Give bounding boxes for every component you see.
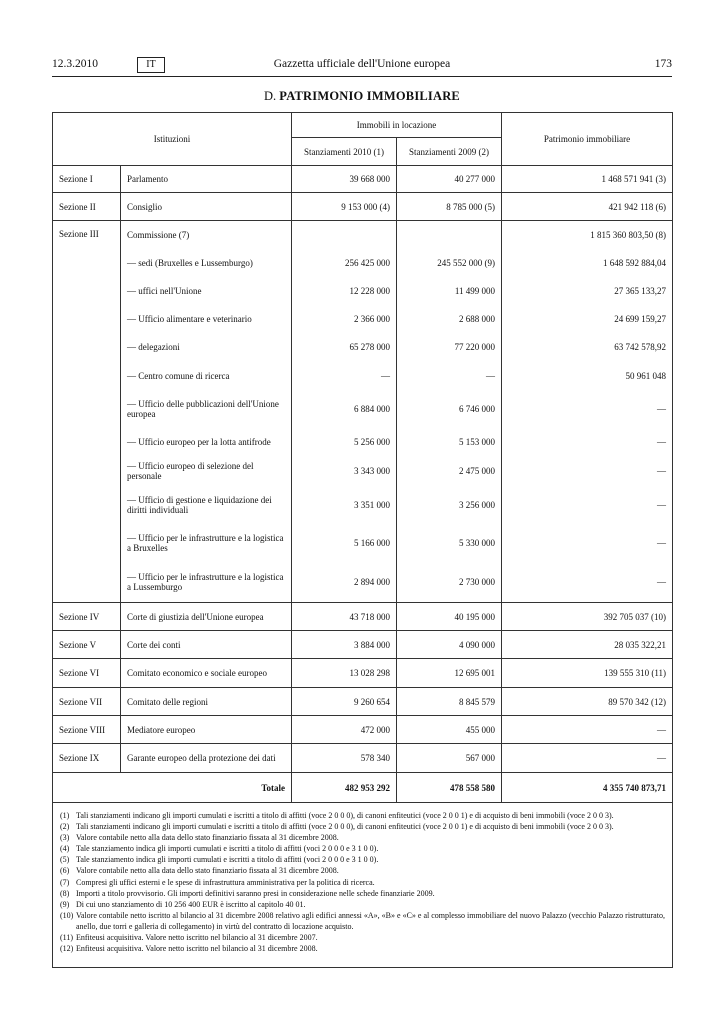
property-cell: 421 942 118 (6) (502, 193, 673, 221)
institution-cell: Comitato economico e sociale europeo (121, 659, 292, 688)
publication-date: 12.3.2010 (52, 58, 98, 70)
footnote-mark: (2) (60, 822, 70, 832)
property-cell: — (502, 716, 673, 744)
approp-2010-cell: 472 000 (292, 716, 397, 744)
section-cell: Sezione II (53, 193, 121, 221)
institution-cell: — Ufficio delle pubblicazioni dell'Unione europea (121, 391, 292, 428)
approp-2009-cell: 2 475 000 (397, 457, 502, 486)
approp-2010-cell: — (292, 362, 397, 391)
table-row (53, 486, 673, 524)
journal-title: Gazzetta ufficiale dell'Unione europea (273, 58, 451, 70)
table-row (53, 562, 673, 603)
footnote-mark: (5) (60, 855, 70, 865)
page-number: 173 (654, 58, 672, 70)
section-cell: Sezione I (53, 166, 121, 193)
footnote (60, 888, 666, 899)
footnote (60, 899, 666, 910)
header-approp-2009: Stanziamenti 2009 (2) (397, 138, 502, 166)
footnote-text: Tali stanziamenti indicano gli importi cumulati e iscritti a titolo di affitti (voce 2 0 0 0), di canoni enfiteutici (voce 2 0 0 1) e di acquisto di beni immobili (voce 2 0 0 3). (76, 822, 614, 832)
institution-cell: — Ufficio per le infrastrutture e la logistica a Lussemburgo (121, 562, 292, 603)
footnote-text: Tale stanziamento indica gli importi cumulati e iscritti a titolo di affitti (voci 2 0 0 0 e 3 1 0 0). (76, 855, 379, 865)
table-row (53, 631, 673, 659)
approp-2009-cell: 8 845 579 (397, 688, 502, 716)
property-cell: 28 035 322,21 (502, 631, 673, 659)
institution-cell: Commissione (7) (121, 221, 292, 249)
footnote-text: Tali stanziamenti indicano gli importi cumulati e iscritti a titolo di affitti (voce 2 0 0 0), di canoni enfiteutici (voce 2 0 0 1) e di acquisto di beni immobili (voce 2 0 0 3). (76, 811, 614, 820)
institution-cell: Garante europeo della protezione dei dati (121, 744, 292, 773)
institution-cell: — sedi (Bruxelles e Lussemburgo) (121, 249, 292, 277)
footnote (60, 932, 666, 943)
footnote-ref: (2) (478, 146, 489, 157)
approp-2010-cell: 2 894 000 (292, 562, 397, 603)
footnote-text: Valore contabile netto alla data dello stato finanziario fissata al 31 dicembre 2008. (76, 866, 339, 876)
approp-2010-cell: 2 366 000 (292, 305, 397, 333)
approp-2009-cell: 245 552 000 (9) (397, 249, 502, 277)
footnote-mark: (3) (60, 833, 70, 843)
footnote-mark: (9) (60, 899, 70, 909)
footnote-ref: (1) (373, 146, 384, 157)
header-institutions: Istituzioni (53, 113, 292, 166)
section-heading: PATRIMONIO IMMOBILIARE (279, 89, 460, 103)
institution-cell: Parlamento (121, 166, 292, 193)
institution-cell: Mediatore europeo (121, 716, 292, 744)
property-cell: — (502, 391, 673, 428)
footnote (60, 821, 666, 832)
table-row (53, 603, 673, 631)
header-rented: Immobili in locazione (292, 113, 502, 138)
approp-2009-cell: 6 746 000 (397, 391, 502, 428)
institution-cell: — uffici nell'Unione (121, 277, 292, 305)
approp-2010-cell: 578 340 (292, 744, 397, 773)
property-cell: 1 468 571 941 (3) (502, 166, 673, 193)
footnote-text: Compresi gli uffici esterni e le spese di infrastruttura amministrativa per la politica di ricerca. (76, 877, 375, 887)
approp-2009-cell: 8 785 000 (5) (397, 193, 502, 221)
institution-cell: — Ufficio europeo per la lotta antifrode (121, 428, 292, 457)
property-cell: 89 570 342 (12) (502, 688, 673, 716)
page-header (52, 58, 672, 76)
language-code: IT (137, 57, 165, 73)
approp-2009-cell: 40 195 000 (397, 603, 502, 631)
footnote-text: Importi a titolo provvisorio. Gli importi definitivi saranno presi in considerazione nelle schede finanziarie 2009. (76, 888, 435, 898)
header-property: Patrimonio immobiliare (502, 113, 673, 166)
footnote (60, 877, 666, 888)
table-row (53, 688, 673, 716)
footnote-mark: (11) (60, 933, 74, 943)
institution-cell: — Ufficio per le infrastrutture e la logistica a Bruxelles (121, 524, 292, 562)
approp-2010-cell: 12 228 000 (292, 277, 397, 305)
approp-2009-cell: 3 256 000 (397, 486, 502, 524)
approp-2009-cell: — (397, 362, 502, 391)
table-row (53, 428, 673, 457)
institution-cell: — Ufficio europeo di selezione del personale (121, 457, 292, 486)
institution-cell: Comitato delle regioni (121, 688, 292, 716)
table-row (53, 362, 673, 391)
footnote-mark: (10) (60, 910, 74, 920)
header-approp-2010: Stanziamenti 2010 (1) (292, 138, 397, 166)
institution-cell: Corte di giustizia dell'Unione europea (121, 603, 292, 631)
table-row (53, 333, 673, 362)
institution-cell: Consiglio (121, 193, 292, 221)
property-cell: — (502, 428, 673, 457)
footnote (60, 910, 666, 932)
table-row (53, 524, 673, 562)
institution-cell: — Ufficio alimentare e veterinario (121, 305, 292, 333)
property-cell: — (502, 486, 673, 524)
footnote (60, 854, 666, 865)
real-estate-table (52, 112, 673, 803)
section-cell: Sezione VIII (53, 716, 121, 744)
property-cell: 50 961 048 (502, 362, 673, 391)
table-row (53, 193, 673, 221)
footnote-mark: (1) (60, 811, 70, 820)
footnote (60, 865, 666, 876)
approp-2010-cell: 256 425 000 (292, 249, 397, 277)
footnote (60, 810, 666, 821)
approp-2010-cell: 43 718 000 (292, 603, 397, 631)
section-cell: Sezione VI (53, 659, 121, 688)
section-cell: Sezione VII (53, 688, 121, 716)
footnote-text: Valore contabile netto alla data dello stato finanziario fissata al 31 dicembre 2008. (76, 833, 339, 843)
institution-cell: — delegazioni (121, 333, 292, 362)
institution-cell: — Ufficio di gestione e liquidazione dei diritti individuali (121, 486, 292, 524)
approp-2010-cell: 13 028 298 (292, 659, 397, 688)
property-cell: 1 648 592 884,04 (502, 249, 673, 277)
section-prefix: D. (264, 89, 277, 103)
approp-2010-cell: 5 166 000 (292, 524, 397, 562)
footnote (60, 832, 666, 843)
total-label: Totale (53, 773, 292, 803)
section-title (52, 89, 672, 104)
approp-2009-cell: 567 000 (397, 744, 502, 773)
footnotes (52, 798, 673, 968)
approp-2009-cell: 40 277 000 (397, 166, 502, 193)
approp-2010-cell: 3 351 000 (292, 486, 397, 524)
approp-2009-cell (397, 221, 502, 249)
approp-2009-cell: 5 153 000 (397, 428, 502, 457)
table-row (53, 659, 673, 688)
table-row (53, 716, 673, 744)
property-cell: 139 555 310 (11) (502, 659, 673, 688)
approp-2010-cell: 5 256 000 (292, 428, 397, 457)
section-cell: Sezione IV (53, 603, 121, 631)
property-cell: 24 699 159,27 (502, 305, 673, 333)
table-row (53, 221, 673, 249)
property-cell: 392 705 037 (10) (502, 603, 673, 631)
approp-2009-cell: 4 090 000 (397, 631, 502, 659)
table-row (53, 305, 673, 333)
footnote-mark: (6) (60, 866, 70, 876)
table-row (53, 166, 673, 193)
property-cell: 63 742 578,92 (502, 333, 673, 362)
header-divider (52, 76, 672, 77)
property-cell: 1 815 360 803,50 (8) (502, 221, 673, 249)
footnote-text: Enfiteusi acquisitiva. Valore netto iscritto nel bilancio al 31 dicembre 2007. (76, 933, 318, 943)
property-cell: — (502, 744, 673, 773)
table-row (53, 391, 673, 428)
approp-2009-cell: 5 330 000 (397, 524, 502, 562)
approp-2010-cell: 6 884 000 (292, 391, 397, 428)
footnote-mark: (7) (60, 877, 70, 887)
table-row (53, 457, 673, 486)
approp-2009-cell: 2 730 000 (397, 562, 502, 603)
footnote-mark: (12) (60, 944, 74, 954)
property-cell: 27 365 133,27 (502, 277, 673, 305)
table-row (53, 277, 673, 305)
footnote-mark: (4) (60, 844, 70, 854)
footnote-text: Valore contabile netto iscritto al bilancio al 31 dicembre 2008 relativo agli edifici annessi «A», «B» e «C» e al complesso immobiliare del nuovo Palazzo (vecchio Palazzo ristrutturato, anello, due torri e galleria di collegamento) in virtù del contratto di locazione acquisto. (76, 910, 665, 931)
property-cell: — (502, 457, 673, 486)
table-row (53, 744, 673, 773)
approp-2010-cell: 39 668 000 (292, 166, 397, 193)
approp-2010-cell: 3 884 000 (292, 631, 397, 659)
institution-cell: Corte dei conti (121, 631, 292, 659)
footnote (60, 943, 666, 954)
approp-2010-cell (292, 221, 397, 249)
section-cell: Sezione III (53, 221, 121, 603)
approp-2010-cell: 65 278 000 (292, 333, 397, 362)
footnote-text: Enfiteusi acquisitiva. Valore netto iscritto nel bilancio al 31 dicembre 2008. (76, 944, 318, 954)
approp-2009-cell: 11 499 000 (397, 277, 502, 305)
footnote (60, 843, 666, 854)
section-cell: Sezione V (53, 631, 121, 659)
approp-2009-cell: 77 220 000 (397, 333, 502, 362)
approp-2010-cell: 3 343 000 (292, 457, 397, 486)
property-cell: — (502, 562, 673, 603)
approp-2009-cell: 2 688 000 (397, 305, 502, 333)
footnote-text: Tale stanziamento indica gli importi cumulati e iscritti a titolo di affitti (voci 2 0 0 0 e 3 1 0 0). (76, 844, 379, 854)
approp-2010-cell: 9 260 654 (292, 688, 397, 716)
institution-cell: — Centro comune di ricerca (121, 362, 292, 391)
total-2009: 478 558 580 (397, 773, 502, 803)
approp-2009-cell: 455 000 (397, 716, 502, 744)
footnote-text: Di cui uno stanziamento di 10 256 400 EUR è iscritto al capitolo 40 01. (76, 899, 306, 909)
approp-2009-cell: 12 695 001 (397, 659, 502, 688)
total-property: 4 355 740 873,71 (502, 773, 673, 803)
section-cell: Sezione IX (53, 744, 121, 773)
table-row (53, 249, 673, 277)
footnote-mark: (8) (60, 888, 70, 898)
total-2010: 482 953 292 (292, 773, 397, 803)
property-cell: — (502, 524, 673, 562)
approp-2010-cell: 9 153 000 (4) (292, 193, 397, 221)
